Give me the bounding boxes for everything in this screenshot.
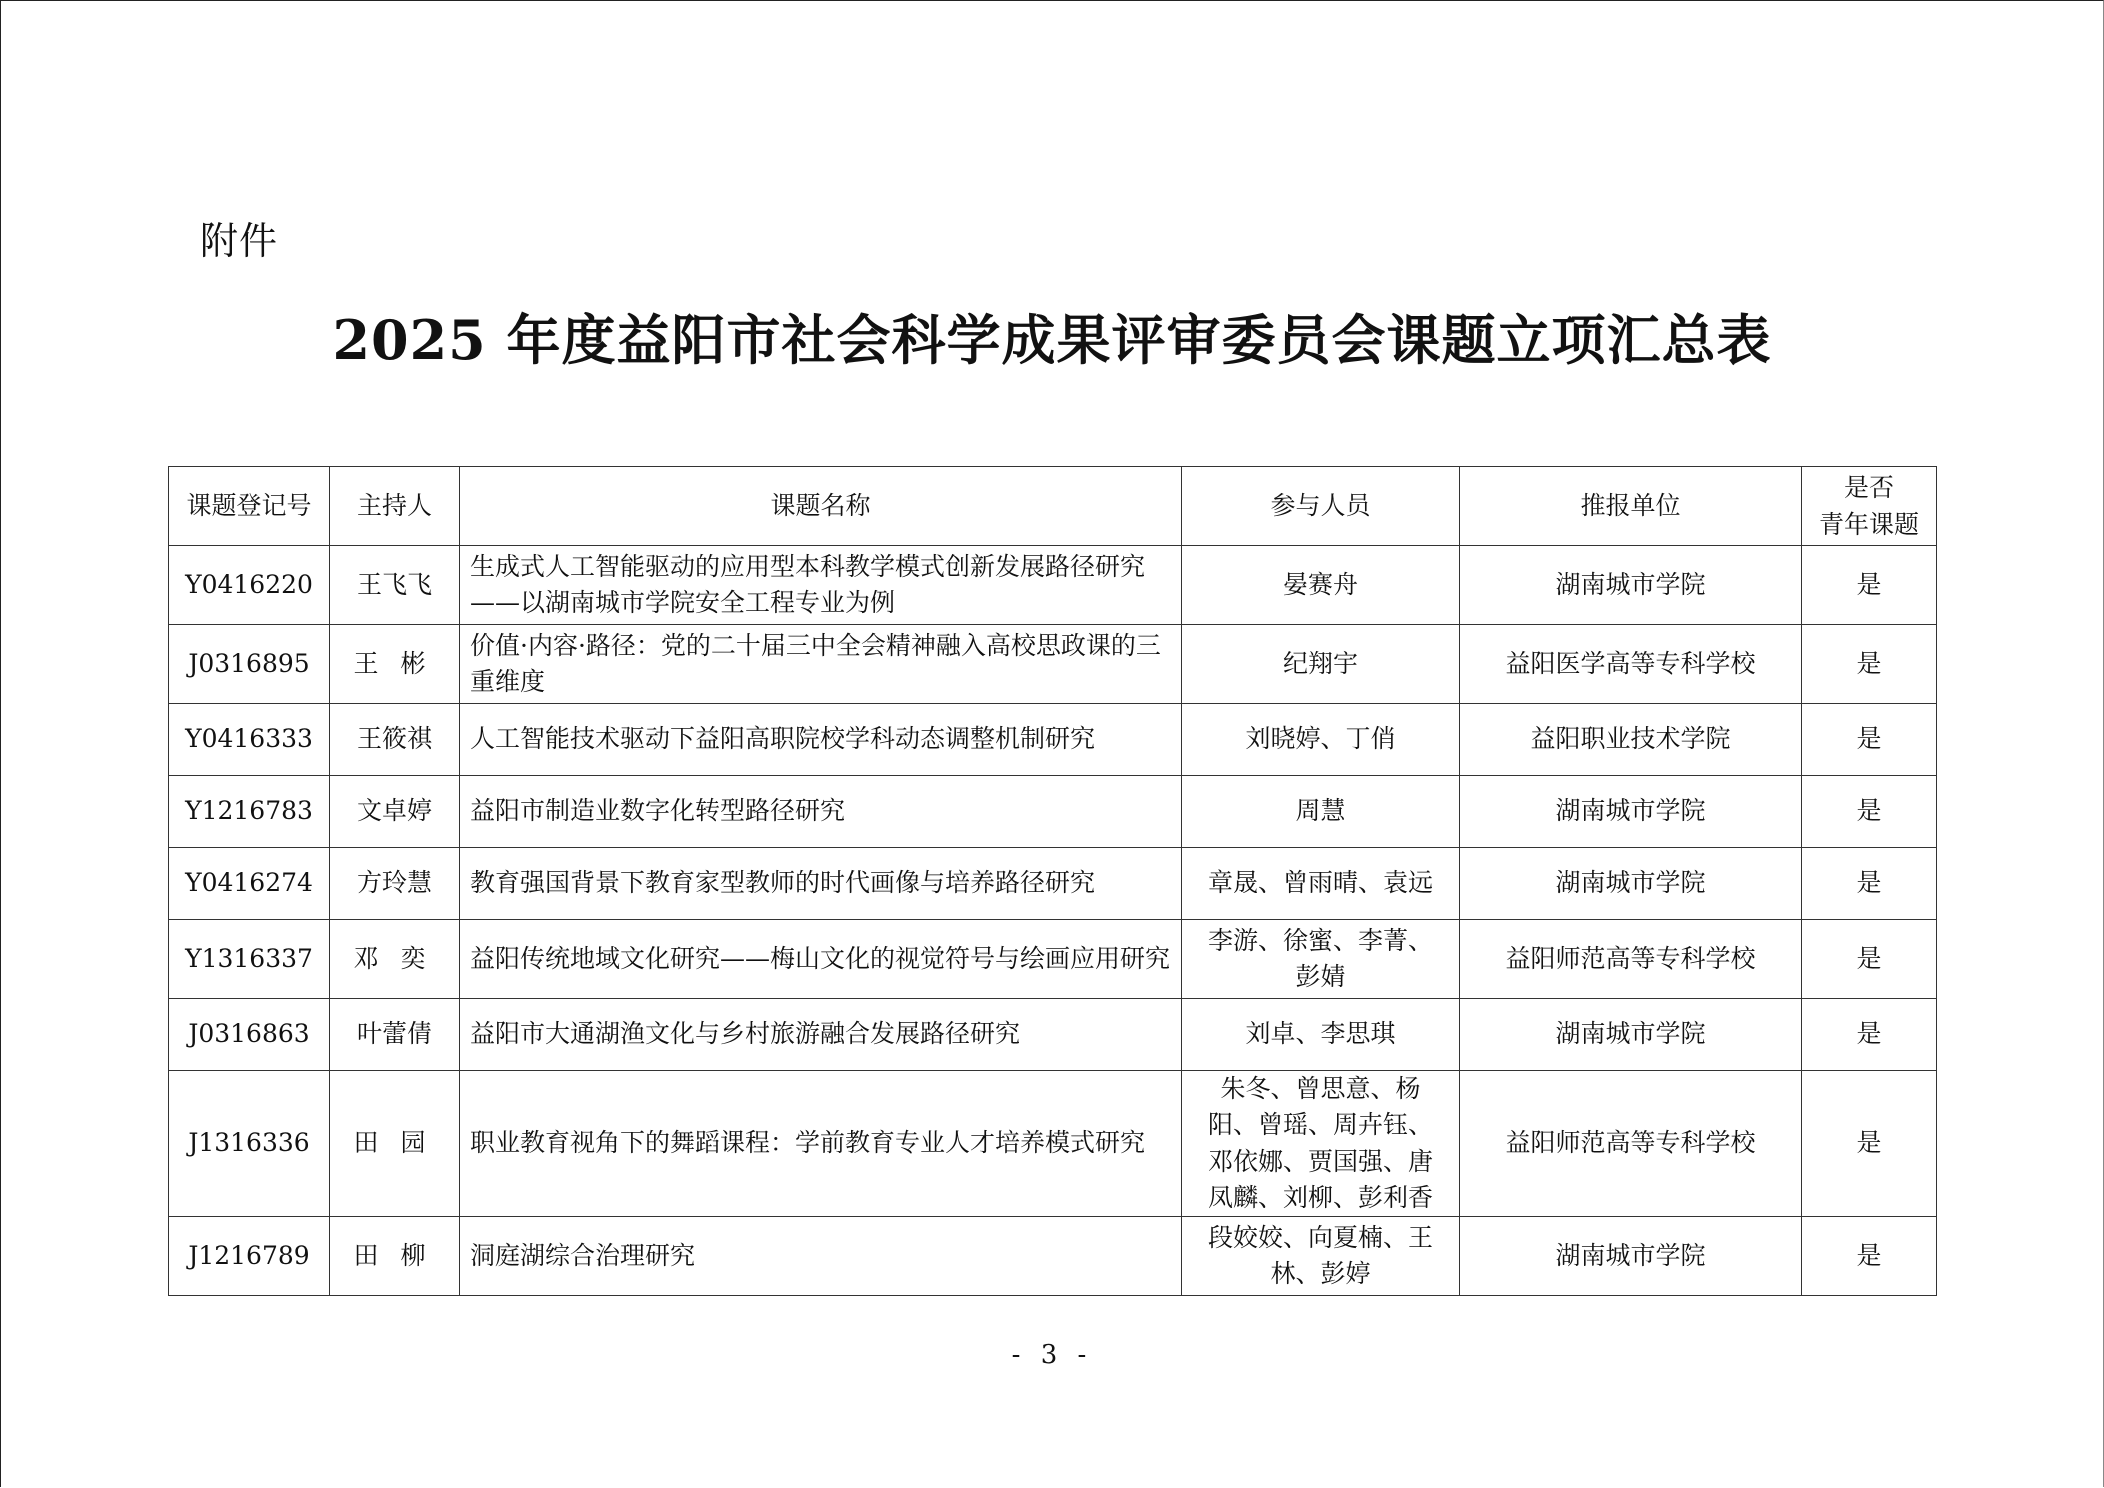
cell-host: 田柳 [330,1217,460,1296]
cell-topic: 益阳传统地域文化研究——梅山文化的视觉符号与绘画应用研究 [460,920,1182,999]
cell-host: 邓奕 [330,920,460,999]
table-row [169,1217,1937,1296]
cell-reg-no: J0316863 [169,999,330,1071]
project-summary-table [168,466,1937,1296]
cell-participants: 朱冬、曾思意、杨阳、曾瑶、周卉钰、邓依娜、贾国强、唐凤麟、刘柳、彭利香 [1182,1071,1460,1217]
cell-participants: 段姣姣、向夏楠、王林、彭婷 [1182,1217,1460,1296]
cell-participants: 李游、徐蜜、李菁、彭婧 [1182,920,1460,999]
cell-youth: 是 [1802,999,1937,1071]
table-row [169,999,1937,1071]
cell-youth: 是 [1802,1071,1937,1217]
cell-topic: 价值·内容·路径：党的二十届三中全会精神融入高校思政课的三重维度 [460,625,1182,704]
table-row [169,546,1937,625]
cell-unit: 湖南城市学院 [1460,999,1802,1071]
cell-participants: 周慧 [1182,776,1460,848]
header-unit: 推报单位 [1460,467,1802,546]
cell-participants: 纪翔宇 [1182,625,1460,704]
cell-unit: 益阳职业技术学院 [1460,704,1802,776]
page-number: - 3 - [1011,1340,1093,1370]
cell-topic: 职业教育视角下的舞蹈课程：学前教育专业人才培养模式研究 [460,1071,1182,1217]
cell-reg-no: Y0416220 [169,546,330,625]
cell-reg-no: J1216789 [169,1217,330,1296]
cell-reg-no: J0316895 [169,625,330,704]
cell-participants: 晏赛舟 [1182,546,1460,625]
cell-participants: 刘晓婷、丁俏 [1182,704,1460,776]
cell-reg-no: Y1216783 [169,776,330,848]
cell-reg-no: Y0416333 [169,704,330,776]
cell-host: 王彬 [330,625,460,704]
cell-youth: 是 [1802,848,1937,920]
cell-unit: 湖南城市学院 [1460,546,1802,625]
table-row [169,920,1937,999]
cell-host: 文卓婷 [330,776,460,848]
cell-topic: 益阳市制造业数字化转型路径研究 [460,776,1182,848]
header-reg-no: 课题登记号 [169,467,330,546]
cell-youth: 是 [1802,704,1937,776]
cell-participants: 刘卓、李思琪 [1182,999,1460,1071]
table-row [169,848,1937,920]
header-topic: 课题名称 [460,467,1182,546]
cell-youth: 是 [1802,1217,1937,1296]
attachment-label: 附件 [200,219,279,263]
cell-reg-no: J1316336 [169,1071,330,1217]
cell-host: 王飞飞 [330,546,460,625]
cell-unit: 益阳师范高等专科学校 [1460,1071,1802,1217]
header-youth-line2: 青年课题 [1818,510,1919,539]
cell-topic: 生成式人工智能驱动的应用型本科教学模式创新发展路径研究——以湖南城市学院安全工程专业为例 [460,546,1182,625]
header-youth [1802,467,1937,546]
cell-unit: 益阳师范高等专科学校 [1460,920,1802,999]
table-row [169,1071,1937,1217]
header-host: 主持人 [330,467,460,546]
cell-youth: 是 [1802,625,1937,704]
cell-topic: 教育强国背景下教育家型教师的时代画像与培养路径研究 [460,848,1182,920]
cell-reg-no: Y1316337 [169,920,330,999]
cell-topic: 洞庭湖综合治理研究 [460,1217,1182,1296]
header-participants: 参与人员 [1182,467,1460,546]
cell-topic: 人工智能技术驱动下益阳高职院校学科动态调整机制研究 [460,704,1182,776]
cell-unit: 益阳医学高等专科学校 [1460,625,1802,704]
cell-unit: 湖南城市学院 [1460,848,1802,920]
cell-host: 田园 [330,1071,460,1217]
page-title: 2025 年度益阳市社会科学成果评审委员会课题立项汇总表 [332,308,1772,372]
cell-host: 叶蕾倩 [330,999,460,1071]
cell-reg-no: Y0416274 [169,848,330,920]
cell-host: 王筱祺 [330,704,460,776]
cell-youth: 是 [1802,546,1937,625]
cell-unit: 湖南城市学院 [1460,1217,1802,1296]
table-row [169,625,1937,704]
cell-youth: 是 [1802,776,1937,848]
table-row [169,704,1937,776]
header-youth-line1: 是否 [1843,472,1894,502]
table-header-row [169,467,1937,546]
cell-host: 方玲慧 [330,848,460,920]
cell-youth: 是 [1802,920,1937,999]
table-row [169,776,1937,848]
cell-participants: 章晟、曾雨晴、袁远 [1182,848,1460,920]
cell-unit: 湖南城市学院 [1460,776,1802,848]
cell-topic: 益阳市大通湖渔文化与乡村旅游融合发展路径研究 [460,999,1182,1071]
